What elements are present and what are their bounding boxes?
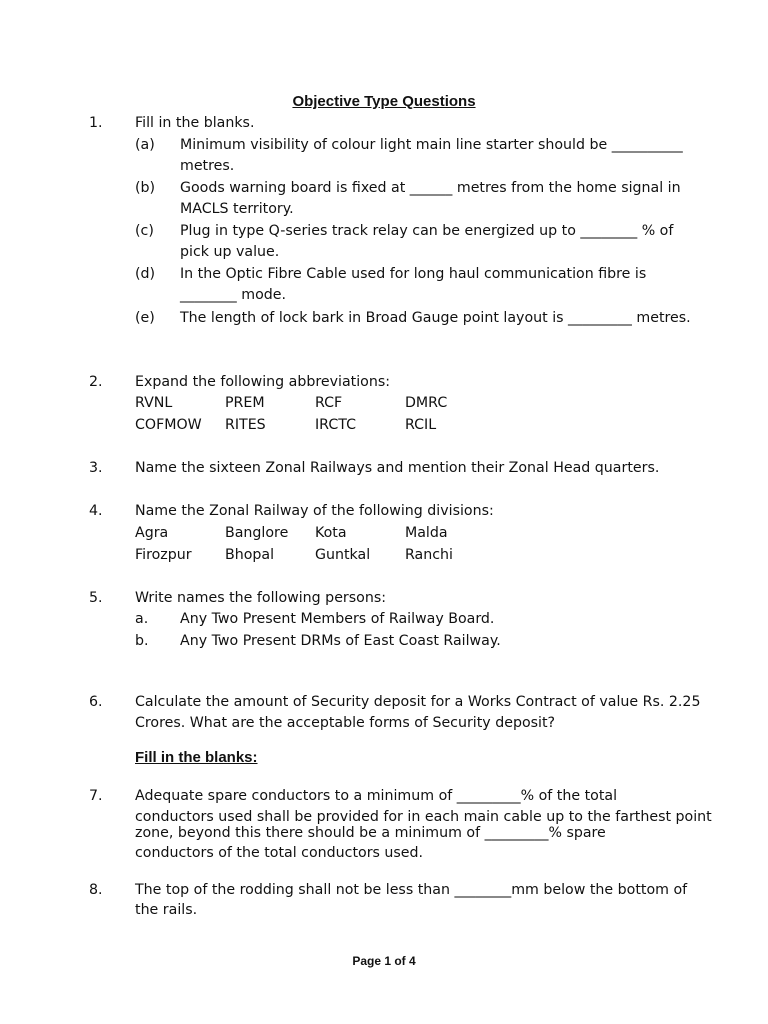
item-text: ________ mode. <box>180 287 287 303</box>
question-number: 3. <box>89 460 103 476</box>
question-text: zone, beyond this there should be a minimum of _________% spare <box>135 825 606 841</box>
division: Kota <box>315 525 347 541</box>
item-label: (c) <box>135 223 154 239</box>
question-number: 2. <box>89 374 103 390</box>
question-text: Name the Zonal Railway of the following divisions: <box>135 503 494 519</box>
division: Guntkal <box>315 547 371 563</box>
question-number: 5. <box>89 590 103 606</box>
item-text: In the Optic Fibre Cable used for long haul communication fibre is <box>180 266 647 282</box>
division: Ranchi <box>405 547 453 563</box>
abbreviation: COFMOW <box>135 417 202 433</box>
question-text: Expand the following abbreviations: <box>135 374 390 390</box>
question-text: Name the sixteen Zonal Railways and mention their Zonal Head quarters. <box>135 460 660 476</box>
abbreviation: PREM <box>225 395 265 411</box>
question-text: Adequate spare conductors to a minimum of _________% of the total <box>135 788 618 804</box>
question-text: conductors of the total conductors used. <box>135 845 424 861</box>
page-title: Objective Type Questions <box>292 93 476 110</box>
question-text: The top of the rodding shall not be less than ________mm below the bottom of <box>135 882 688 898</box>
abbreviation: RITES <box>225 417 266 433</box>
abbreviation: RCF <box>315 395 343 411</box>
item-label: a. <box>135 611 149 627</box>
division: Malda <box>405 525 448 541</box>
item-text: Any Two Present Members of Railway Board. <box>180 611 495 627</box>
question-number: 7. <box>89 788 103 804</box>
item-label: (d) <box>135 266 156 282</box>
question-number: 8. <box>89 882 103 898</box>
item-text: Plug in type Q-series track relay can be energized up to ________ % of <box>180 223 674 239</box>
item-text: metres. <box>180 158 235 174</box>
question-text: the rails. <box>135 902 198 918</box>
section-heading: Fill in the blanks: <box>135 749 258 766</box>
question-number: 4. <box>89 503 103 519</box>
item-label: b. <box>135 633 149 649</box>
question-text: Fill in the blanks. <box>135 115 255 131</box>
item-label: (e) <box>135 310 155 326</box>
item-text: Goods warning board is fixed at ______ metres from the home signal in <box>180 180 681 196</box>
abbreviation: RCIL <box>405 417 437 433</box>
item-label: (a) <box>135 137 155 153</box>
item-text: The length of lock bark in Broad Gauge point layout is _________ metres. <box>180 310 691 326</box>
division: Bhopal <box>225 547 275 563</box>
question-text: Write names the following persons: <box>135 590 386 606</box>
division: Banglore <box>225 525 289 541</box>
item-text: Minimum visibility of colour light main line starter should be __________ <box>180 137 683 153</box>
item-text: Any Two Present DRMs of East Coast Railway. <box>180 633 501 649</box>
item-text: MACLS territory. <box>180 201 294 217</box>
page-number: Page 1 of 4 <box>352 954 416 968</box>
division: Firozpur <box>135 547 192 563</box>
question-number: 6. <box>89 694 103 710</box>
question-text: Calculate the amount of Security deposit for a Works Contract of value Rs. 2.25 <box>135 694 701 710</box>
abbreviation: RVNL <box>135 395 173 411</box>
question-text: conductors used shall be provided for in each main cable up to the farthest point <box>135 809 712 825</box>
question-number: 1. <box>89 115 103 131</box>
division: Agra <box>135 525 169 541</box>
abbreviation: IRCTC <box>315 417 356 433</box>
abbreviation: DMRC <box>405 395 448 411</box>
question-text: Crores. What are the acceptable forms of Security deposit? <box>135 715 556 731</box>
item-text: pick up value. <box>180 244 280 260</box>
item-label: (b) <box>135 180 156 196</box>
